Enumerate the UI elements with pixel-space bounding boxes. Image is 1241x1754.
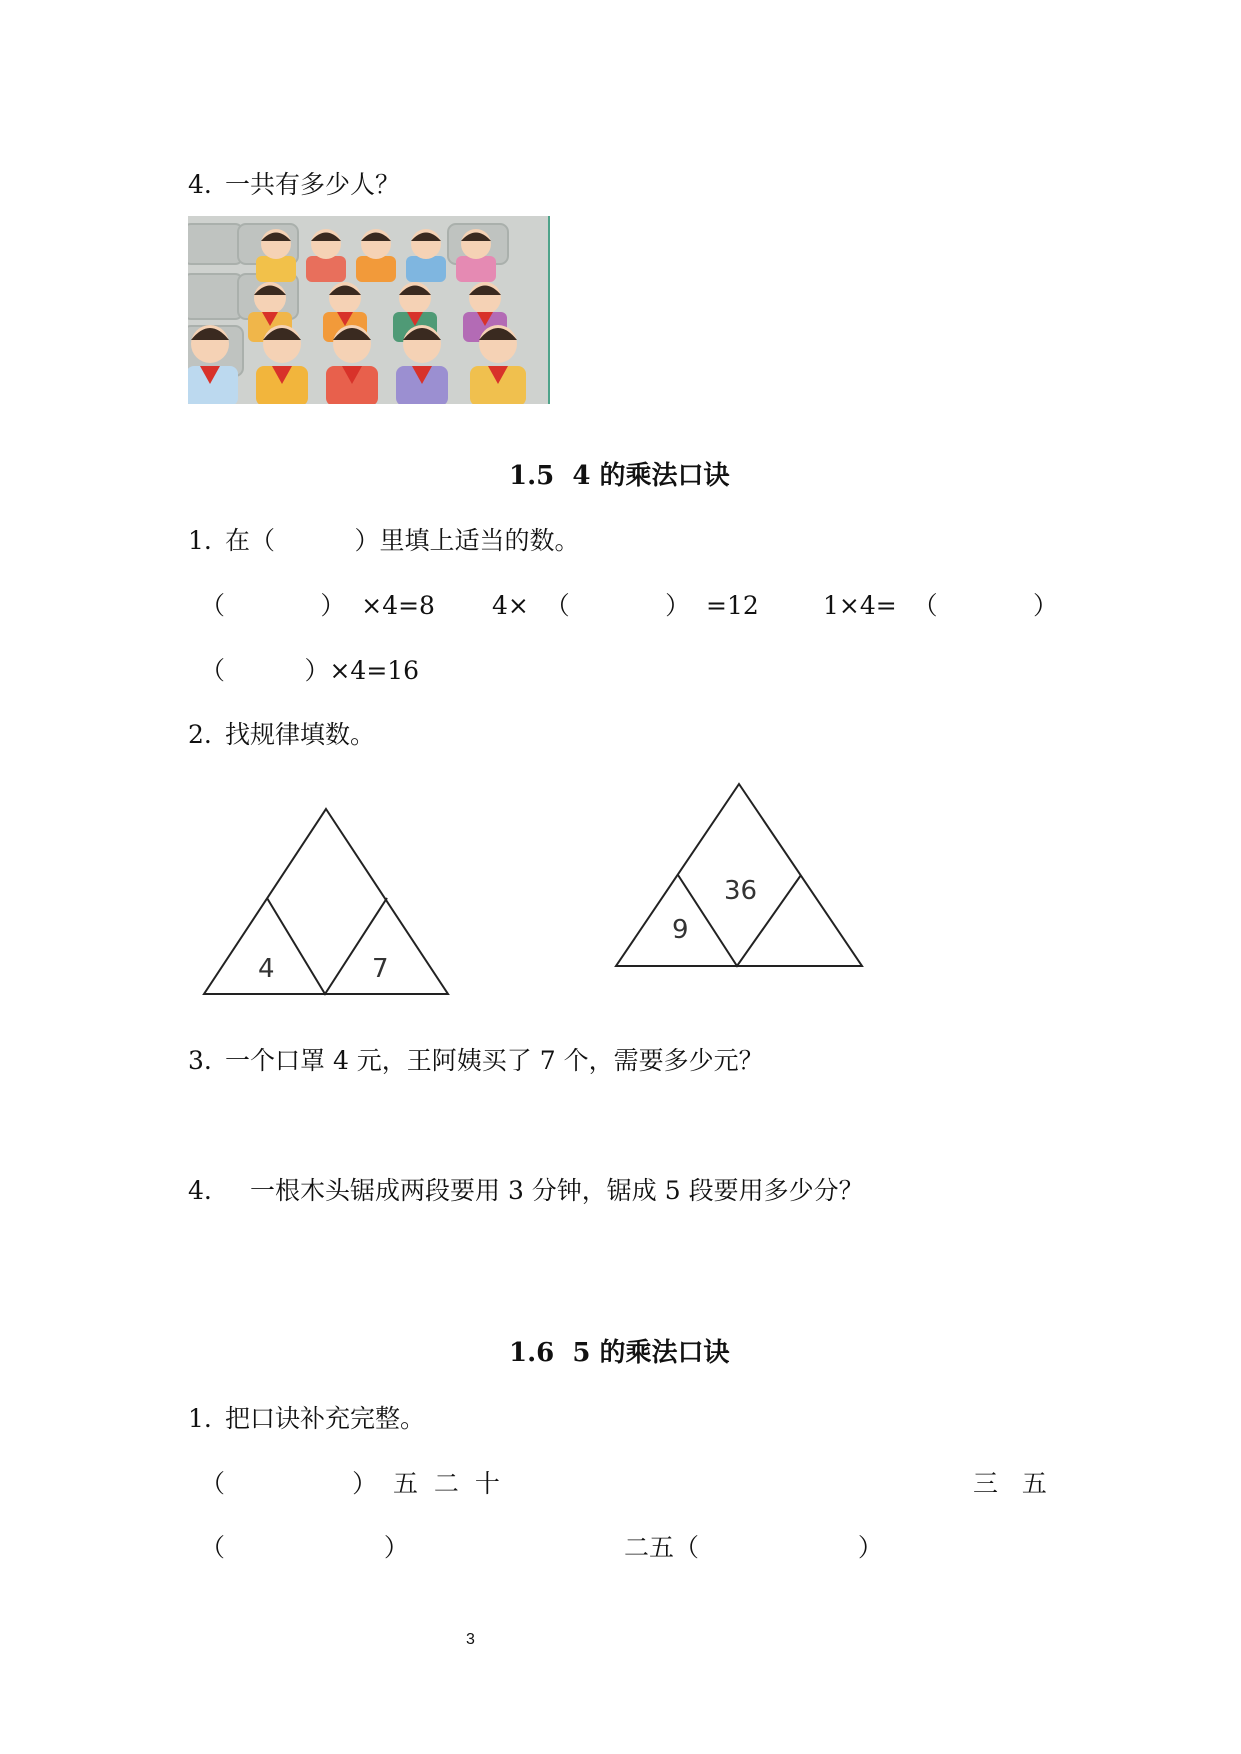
page-number: 3 — [466, 1631, 475, 1648]
classroom-illustration — [188, 216, 550, 404]
fill-blank-item: （ ）×4=16 — [200, 656, 420, 685]
q-number: 1. — [188, 526, 212, 555]
triangle-number: 7 — [372, 954, 389, 984]
q-number: 4. — [188, 170, 212, 199]
q-text: 找规律填数。 — [225, 720, 376, 749]
triangle-number: 4 — [258, 954, 275, 984]
section-title: 1.5 4 的乘法口诀 — [509, 461, 730, 491]
fill-blank-item: 1×4= （ ） — [823, 591, 1058, 620]
q-text: 一个口罩 4 元，王阿姨买了 7 个，需要多少元？ — [225, 1046, 764, 1075]
q-text: 一共有多少人？ — [225, 170, 401, 199]
triangle-puzzle-right — [612, 775, 872, 975]
q-number: 2. — [188, 720, 212, 749]
triangle-puzzle-left — [196, 800, 456, 1000]
fill-blank-item: 三 五 — [973, 1469, 1047, 1498]
q-text: 把口诀补充完整。 — [225, 1404, 426, 1433]
q-text: 在（ ）里填上适当的数。 — [225, 526, 580, 555]
q-number: 4. — [188, 1176, 212, 1205]
fill-blank-item: 4× （ ） =12 — [492, 591, 759, 620]
q-number: 3. — [188, 1046, 212, 1075]
fill-blank-item: 二五（ ） — [624, 1533, 883, 1562]
triangle-number: 36 — [724, 876, 758, 906]
fill-blank-item: （ ） 五 二 十 — [200, 1469, 500, 1498]
q-text: 一根木头锯成两段要用 3 分钟，锯成 5 段要用多少分？ — [250, 1176, 864, 1205]
section-title: 1.6 5 的乘法口诀 — [509, 1338, 730, 1368]
fill-blank-item: （ ） — [200, 1533, 409, 1562]
q-number: 1. — [188, 1404, 212, 1433]
fill-blank-item: （ ） ×4=8 — [200, 591, 435, 620]
triangle-number: 9 — [672, 915, 689, 945]
